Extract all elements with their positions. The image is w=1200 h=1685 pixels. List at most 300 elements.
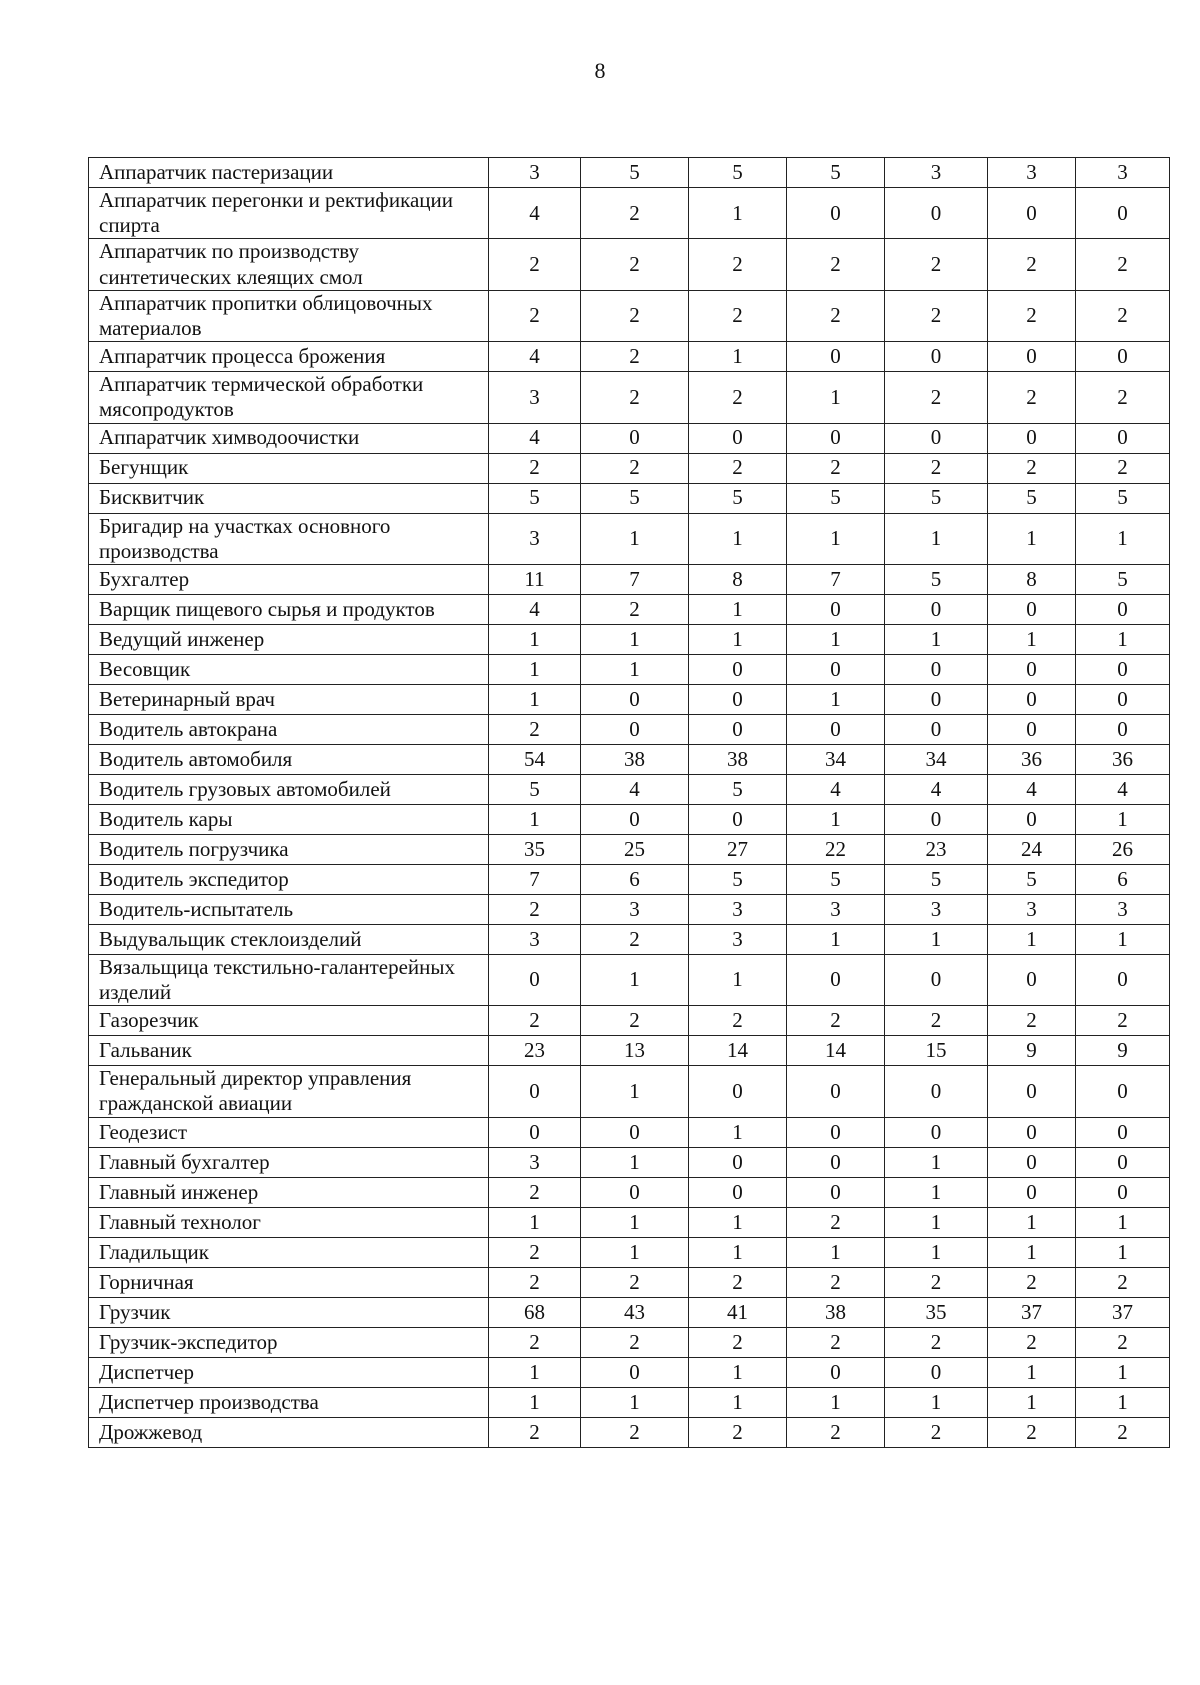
value-cell: 2	[1076, 239, 1170, 290]
value-cell: 0	[1076, 423, 1170, 453]
table-row	[89, 924, 1170, 954]
value-cell: 2	[787, 1207, 885, 1237]
value-cell: 68	[489, 1297, 581, 1327]
table-row	[89, 1147, 1170, 1177]
value-cell: 3	[489, 513, 581, 564]
value-cell: 41	[689, 1297, 787, 1327]
value-cell: 6	[581, 864, 689, 894]
value-cell: 38	[581, 744, 689, 774]
value-cell: 5	[787, 483, 885, 513]
value-cell: 0	[988, 423, 1076, 453]
value-cell: 0	[1076, 1147, 1170, 1177]
table-row	[89, 188, 1170, 239]
value-cell: 0	[489, 1117, 581, 1147]
value-cell: 36	[1076, 744, 1170, 774]
value-cell: 2	[581, 1267, 689, 1297]
value-cell: 0	[787, 342, 885, 372]
value-cell: 0	[1076, 1117, 1170, 1147]
value-cell: 2	[489, 894, 581, 924]
value-cell: 3	[1076, 894, 1170, 924]
value-cell: 1	[581, 624, 689, 654]
value-cell: 3	[1076, 158, 1170, 188]
value-cell: 1	[689, 1357, 787, 1387]
profession-name-cell: Главный технолог	[89, 1207, 489, 1237]
profession-name-cell: Аппаратчик пастеризации	[89, 158, 489, 188]
value-cell: 0	[581, 804, 689, 834]
value-cell: 5	[581, 158, 689, 188]
table-row	[89, 1207, 1170, 1237]
value-cell: 1	[489, 654, 581, 684]
table-row	[89, 1297, 1170, 1327]
value-cell: 0	[1076, 1177, 1170, 1207]
value-cell: 3	[689, 924, 787, 954]
value-cell: 1	[787, 1237, 885, 1267]
value-cell: 2	[1076, 1006, 1170, 1036]
value-cell: 2	[489, 714, 581, 744]
value-cell: 5	[1076, 564, 1170, 594]
value-cell: 1	[1076, 924, 1170, 954]
value-cell: 1	[787, 804, 885, 834]
value-cell: 2	[489, 1237, 581, 1267]
value-cell: 1	[689, 954, 787, 1005]
table-row	[89, 1357, 1170, 1387]
value-cell: 2	[489, 239, 581, 290]
value-cell: 9	[1076, 1036, 1170, 1066]
profession-name-cell: Водитель экспедитор	[89, 864, 489, 894]
profession-name-cell: Водитель-испытатель	[89, 894, 489, 924]
value-cell: 1	[489, 624, 581, 654]
profession-name-cell: Аппаратчик по производству синтетических клеящих смол	[89, 239, 489, 290]
value-cell: 2	[581, 342, 689, 372]
value-cell: 2	[581, 453, 689, 483]
profession-name-cell: Аппаратчик пропитки облицовочных материалов	[89, 290, 489, 341]
value-cell: 1	[581, 654, 689, 684]
table-row	[89, 1237, 1170, 1267]
value-cell: 5	[988, 483, 1076, 513]
value-cell: 38	[689, 744, 787, 774]
value-cell: 0	[1076, 714, 1170, 744]
value-cell: 5	[581, 483, 689, 513]
profession-name-cell: Грузчик-экспедитор	[89, 1327, 489, 1357]
profession-name-cell: Водитель грузовых автомобилей	[89, 774, 489, 804]
value-cell: 37	[1076, 1297, 1170, 1327]
value-cell: 2	[885, 290, 988, 341]
value-cell: 2	[885, 1417, 988, 1447]
value-cell: 3	[489, 1147, 581, 1177]
table-row	[89, 894, 1170, 924]
value-cell: 0	[787, 1147, 885, 1177]
value-cell: 15	[885, 1036, 988, 1066]
table-row	[89, 513, 1170, 564]
value-cell: 3	[489, 158, 581, 188]
value-cell: 5	[1076, 483, 1170, 513]
value-cell: 2	[581, 1417, 689, 1447]
table-row	[89, 239, 1170, 290]
value-cell: 2	[787, 1006, 885, 1036]
value-cell: 2	[581, 290, 689, 341]
profession-name-cell: Водитель кары	[89, 804, 489, 834]
profession-name-cell: Главный инженер	[89, 1177, 489, 1207]
profession-name-cell: Геодезист	[89, 1117, 489, 1147]
value-cell: 23	[885, 834, 988, 864]
value-cell: 3	[885, 894, 988, 924]
value-cell: 0	[489, 954, 581, 1005]
value-cell: 2	[787, 1267, 885, 1297]
table-row	[89, 290, 1170, 341]
value-cell: 2	[885, 372, 988, 423]
value-cell: 0	[689, 684, 787, 714]
value-cell: 0	[988, 714, 1076, 744]
value-cell: 0	[787, 1177, 885, 1207]
value-cell: 0	[787, 954, 885, 1005]
value-cell: 2	[489, 453, 581, 483]
value-cell: 1	[1076, 1387, 1170, 1417]
value-cell: 4	[489, 423, 581, 453]
value-cell: 1	[988, 924, 1076, 954]
value-cell: 1	[885, 924, 988, 954]
value-cell: 2	[787, 1327, 885, 1357]
value-cell: 5	[489, 483, 581, 513]
value-cell: 2	[489, 1267, 581, 1297]
value-cell: 1	[581, 1066, 689, 1117]
value-cell: 5	[689, 158, 787, 188]
value-cell: 1	[885, 624, 988, 654]
value-cell: 2	[988, 453, 1076, 483]
value-cell: 1	[581, 1237, 689, 1267]
value-cell: 4	[1076, 774, 1170, 804]
value-cell: 0	[988, 654, 1076, 684]
value-cell: 36	[988, 744, 1076, 774]
value-cell: 2	[1076, 1417, 1170, 1447]
value-cell: 3	[689, 894, 787, 924]
profession-name-cell: Аппаратчик процесса брожения	[89, 342, 489, 372]
value-cell: 0	[988, 1066, 1076, 1117]
value-cell: 7	[787, 564, 885, 594]
value-cell: 0	[1076, 1066, 1170, 1117]
value-cell: 0	[689, 1066, 787, 1117]
value-cell: 2	[489, 290, 581, 341]
table-row	[89, 804, 1170, 834]
table-row	[89, 954, 1170, 1005]
value-cell: 0	[787, 188, 885, 239]
value-cell: 2	[988, 1006, 1076, 1036]
value-cell: 2	[581, 188, 689, 239]
value-cell: 23	[489, 1036, 581, 1066]
value-cell: 26	[1076, 834, 1170, 864]
value-cell: 4	[988, 774, 1076, 804]
value-cell: 5	[787, 158, 885, 188]
page-number: 8	[594, 58, 606, 83]
value-cell: 0	[1076, 342, 1170, 372]
value-cell: 14	[689, 1036, 787, 1066]
value-cell: 1	[581, 1207, 689, 1237]
value-cell: 1	[1076, 624, 1170, 654]
value-cell: 0	[689, 1177, 787, 1207]
value-cell: 2	[885, 1267, 988, 1297]
value-cell: 43	[581, 1297, 689, 1327]
value-cell: 35	[885, 1297, 988, 1327]
value-cell: 0	[787, 594, 885, 624]
table-row	[89, 1387, 1170, 1417]
value-cell: 8	[988, 564, 1076, 594]
value-cell: 0	[1076, 684, 1170, 714]
value-cell: 5	[689, 483, 787, 513]
value-cell: 0	[885, 1066, 988, 1117]
value-cell: 0	[988, 954, 1076, 1005]
value-cell: 2	[787, 239, 885, 290]
value-cell: 38	[787, 1297, 885, 1327]
value-cell: 2	[885, 453, 988, 483]
value-cell: 1	[581, 1147, 689, 1177]
value-cell: 3	[787, 894, 885, 924]
value-cell: 2	[885, 1006, 988, 1036]
value-cell: 0	[581, 1117, 689, 1147]
profession-name-cell: Водитель автомобиля	[89, 744, 489, 774]
value-cell: 3	[489, 372, 581, 423]
profession-name-cell: Главный бухгалтер	[89, 1147, 489, 1177]
value-cell: 11	[489, 564, 581, 594]
value-cell: 5	[885, 864, 988, 894]
value-cell: 5	[689, 864, 787, 894]
value-cell: 0	[885, 684, 988, 714]
value-cell: 2	[689, 453, 787, 483]
value-cell: 1	[581, 513, 689, 564]
value-cell: 0	[885, 188, 988, 239]
table-row	[89, 624, 1170, 654]
value-cell: 0	[885, 423, 988, 453]
profession-name-cell: Генеральный директор управления гражданской авиации	[89, 1066, 489, 1117]
value-cell: 1	[489, 1387, 581, 1417]
profession-name-cell: Бухгалтер	[89, 564, 489, 594]
profession-name-cell: Дрожжевод	[89, 1417, 489, 1447]
profession-name-cell: Водитель погрузчика	[89, 834, 489, 864]
value-cell: 3	[988, 158, 1076, 188]
value-cell: 1	[787, 924, 885, 954]
value-cell: 2	[1076, 1327, 1170, 1357]
value-cell: 2	[689, 372, 787, 423]
value-cell: 34	[787, 744, 885, 774]
value-cell: 0	[885, 594, 988, 624]
table-row	[89, 864, 1170, 894]
value-cell: 2	[1076, 1267, 1170, 1297]
value-cell: 0	[581, 423, 689, 453]
value-cell: 1	[581, 954, 689, 1005]
value-cell: 7	[489, 864, 581, 894]
table-row	[89, 654, 1170, 684]
value-cell: 4	[581, 774, 689, 804]
value-cell: 1	[689, 188, 787, 239]
value-cell: 1	[988, 513, 1076, 564]
table-row	[89, 744, 1170, 774]
value-cell: 2	[988, 290, 1076, 341]
value-cell: 7	[581, 564, 689, 594]
value-cell: 1	[787, 1387, 885, 1417]
table-row	[89, 774, 1170, 804]
value-cell: 0	[885, 804, 988, 834]
value-cell: 2	[581, 1006, 689, 1036]
value-cell: 2	[1076, 453, 1170, 483]
table-row	[89, 372, 1170, 423]
value-cell: 2	[787, 1417, 885, 1447]
profession-name-cell: Водитель автокрана	[89, 714, 489, 744]
value-cell: 0	[988, 804, 1076, 834]
value-cell: 4	[885, 774, 988, 804]
value-cell: 1	[787, 684, 885, 714]
value-cell: 2	[489, 1327, 581, 1357]
profession-name-cell: Выдувальщик стеклоизделий	[89, 924, 489, 954]
value-cell: 2	[689, 290, 787, 341]
value-cell: 3	[581, 894, 689, 924]
value-cell: 2	[988, 372, 1076, 423]
table-row	[89, 483, 1170, 513]
value-cell: 1	[689, 594, 787, 624]
value-cell: 4	[489, 342, 581, 372]
value-cell: 34	[885, 744, 988, 774]
value-cell: 0	[1076, 954, 1170, 1005]
profession-name-cell: Газорезчик	[89, 1006, 489, 1036]
value-cell: 2	[787, 290, 885, 341]
value-cell: 1	[787, 513, 885, 564]
value-cell: 0	[885, 1117, 988, 1147]
value-cell: 0	[787, 654, 885, 684]
value-cell: 0	[988, 1177, 1076, 1207]
value-cell: 4	[489, 594, 581, 624]
value-cell: 0	[885, 342, 988, 372]
value-cell: 2	[581, 239, 689, 290]
value-cell: 0	[988, 1117, 1076, 1147]
value-cell: 0	[581, 1177, 689, 1207]
value-cell: 0	[988, 188, 1076, 239]
value-cell: 0	[885, 714, 988, 744]
value-cell: 3	[489, 924, 581, 954]
table-row	[89, 564, 1170, 594]
value-cell: 1	[689, 513, 787, 564]
value-cell: 1	[489, 684, 581, 714]
value-cell: 0	[885, 1357, 988, 1387]
value-cell: 1	[988, 1387, 1076, 1417]
value-cell: 6	[1076, 864, 1170, 894]
table-row	[89, 834, 1170, 864]
value-cell: 24	[988, 834, 1076, 864]
value-cell: 1	[885, 1147, 988, 1177]
value-cell: 1	[689, 342, 787, 372]
value-cell: 1	[489, 1357, 581, 1387]
table-row	[89, 1066, 1170, 1117]
value-cell: 0	[885, 654, 988, 684]
value-cell: 5	[489, 774, 581, 804]
table-row	[89, 1267, 1170, 1297]
value-cell: 0	[787, 423, 885, 453]
profession-name-cell: Аппаратчик термической обработки мясопродуктов	[89, 372, 489, 423]
value-cell: 1	[885, 1207, 988, 1237]
value-cell: 2	[581, 594, 689, 624]
value-cell: 1	[787, 624, 885, 654]
value-cell: 14	[787, 1036, 885, 1066]
value-cell: 2	[489, 1417, 581, 1447]
value-cell: 1	[885, 1387, 988, 1417]
table-row	[89, 1177, 1170, 1207]
value-cell: 35	[489, 834, 581, 864]
profession-name-cell: Горничная	[89, 1267, 489, 1297]
value-cell: 1	[689, 1117, 787, 1147]
profession-name-cell: Ветеринарный врач	[89, 684, 489, 714]
value-cell: 2	[581, 1327, 689, 1357]
table-row	[89, 1327, 1170, 1357]
value-cell: 1	[689, 624, 787, 654]
table-row	[89, 1036, 1170, 1066]
value-cell: 1	[689, 1237, 787, 1267]
profession-name-cell: Аппаратчик перегонки и ректификации спирта	[89, 188, 489, 239]
value-cell: 1	[988, 624, 1076, 654]
value-cell: 0	[489, 1066, 581, 1117]
value-cell: 2	[489, 1006, 581, 1036]
profession-name-cell: Грузчик	[89, 1297, 489, 1327]
value-cell: 2	[689, 1417, 787, 1447]
value-cell: 37	[988, 1297, 1076, 1327]
value-cell: 2	[581, 372, 689, 423]
value-cell: 3	[885, 158, 988, 188]
table-row	[89, 594, 1170, 624]
table-row	[89, 1117, 1170, 1147]
value-cell: 0	[689, 804, 787, 834]
profession-name-cell: Вязальщица текстильно-галантерейных изделий	[89, 954, 489, 1005]
value-cell: 1	[581, 1387, 689, 1417]
value-cell: 27	[689, 834, 787, 864]
value-cell: 1	[885, 1177, 988, 1207]
profession-name-cell: Варщик пищевого сырья и продуктов	[89, 594, 489, 624]
value-cell: 2	[689, 1006, 787, 1036]
value-cell: 5	[885, 564, 988, 594]
profession-name-cell: Диспетчер	[89, 1357, 489, 1387]
table-row	[89, 342, 1170, 372]
value-cell: 1	[988, 1357, 1076, 1387]
table-row	[89, 684, 1170, 714]
value-cell: 2	[1076, 290, 1170, 341]
value-cell: 2	[787, 453, 885, 483]
value-cell: 0	[581, 714, 689, 744]
value-cell: 2	[581, 924, 689, 954]
value-cell: 2	[689, 1327, 787, 1357]
value-cell: 1	[1076, 804, 1170, 834]
value-cell: 2	[988, 239, 1076, 290]
value-cell: 1	[988, 1237, 1076, 1267]
value-cell: 1	[1076, 1237, 1170, 1267]
value-cell: 0	[689, 654, 787, 684]
table-row	[89, 1006, 1170, 1036]
staffing-table	[88, 157, 1170, 1448]
value-cell: 0	[689, 1147, 787, 1177]
value-cell: 1	[489, 804, 581, 834]
value-cell: 1	[988, 1207, 1076, 1237]
value-cell: 0	[581, 684, 689, 714]
value-cell: 0	[581, 1357, 689, 1387]
value-cell: 0	[1076, 654, 1170, 684]
value-cell: 5	[885, 483, 988, 513]
value-cell: 3	[988, 894, 1076, 924]
value-cell: 4	[489, 188, 581, 239]
table-row	[89, 158, 1170, 188]
value-cell: 5	[689, 774, 787, 804]
value-cell: 0	[988, 594, 1076, 624]
profession-name-cell: Гладильщик	[89, 1237, 489, 1267]
value-cell: 0	[689, 423, 787, 453]
value-cell: 2	[885, 239, 988, 290]
value-cell: 2	[988, 1327, 1076, 1357]
value-cell: 4	[787, 774, 885, 804]
value-cell: 1	[689, 1387, 787, 1417]
value-cell: 1	[689, 1207, 787, 1237]
table-row	[89, 1417, 1170, 1447]
